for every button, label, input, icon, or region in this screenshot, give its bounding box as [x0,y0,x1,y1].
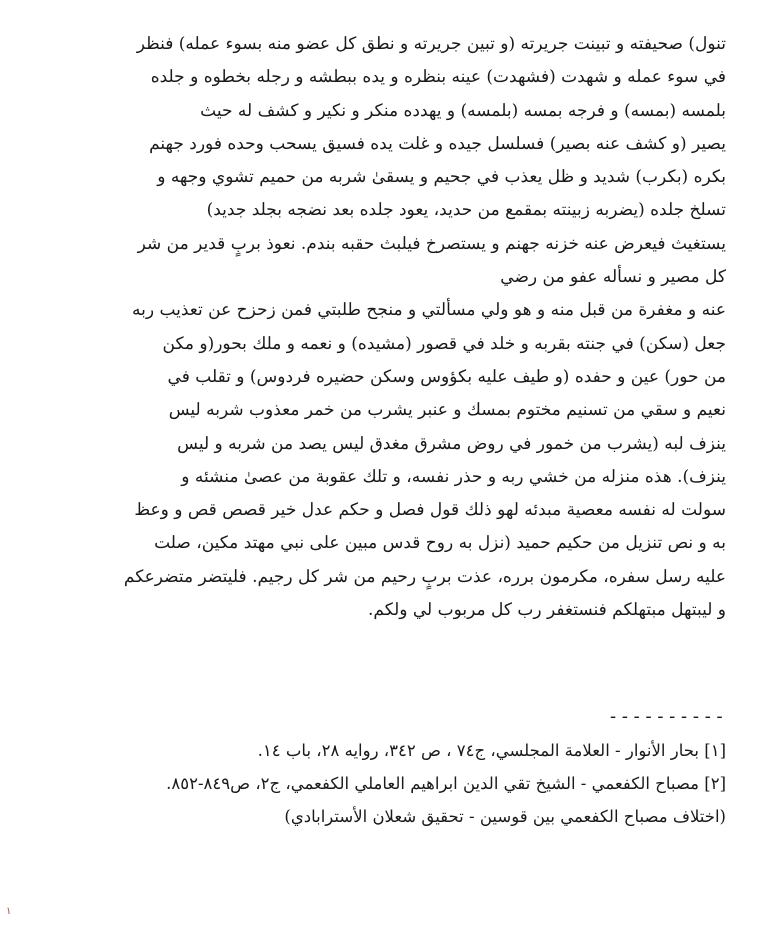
text-line-1: تنول) صحيفته و تبينت جريرته (و تبين جريرته و نطق كل عضو منه بسوء عمله) فنظر [136,34,726,54]
text-line-2: في سوء عمله و شهدت (فشهدت) عينه بنظره و يده ببطشه و رجله بخطوه و جلده [150,67,726,88]
text-line-6: تسلخ جلده (يضربه زبينته بمقمع من حديد، يعود جلده بعد نضجه بجلد جديد) [206,200,726,221]
footnote-note: (اختلاف مصباح الكفعمي بين قوسين - تحقيق شعلان الأسترابادي) [284,807,726,826]
text-line-17: عليه رسل سفره، مكرمون برره، عذت بربٍ رحيم من شر كل رجيم. فليتضر متضرعكم [123,566,726,587]
text-line-13: ينزف لبه (يشرب من خمور في روض مشرق مغدق ليس يصد من شربه و ليس [177,433,726,454]
text-line-5: بكره (بكرب) شديد و ظل يعذب في جحيم و يسقىٰ شربه من حميم تشوي وجهه و [157,167,726,188]
text-line-18: و ليبتهل مبتهلكم فنستغفر رب كل مربوب لي ولكم. [367,600,726,621]
footnote-2: [٢] مصباح الكفعمي - الشيخ تقي الدين ابراهيم العاملي الكفعمي، ج٢، ص٨٤٩-٨٥٢. [166,774,726,793]
text-line-3: بلمسه (بمسه) و فرجه بمسه (بلمسه) و يهدده منكر و نكير و كشف له حيث [200,100,726,121]
text-line-4: يصير (و كشف عنه بصير) فسلسل جيده و غلت يده فسيق يسحب وحده فورد جهنم [149,133,726,154]
text-line-14: ينزف). هذه منزله من خشي ربه و حذر نفسه، و تلك عقوبة من عصىٰ منشئه و [181,466,726,487]
footnote-1: [١] بحار الأنوار - العلامة المجلسي، ج٧٤ ، ص ٣٤٢، روايه ٢٨، باب ١٤. [257,741,726,760]
text-line-15: سولت له نفسه معصية مبدئه لهو ذلك قول فصل و حكم عدل خير قصص قص و وعظ [134,500,726,521]
text-line-7: يستغيث فيعرض عنه خزنه جهنم و يستصرخ فيلبث حقبه بندم. نعوذ بربٍ قدير من شر [137,233,726,254]
text-line-9: عنه و مغفرة من قبل منه و هو ولي مسألتي و منجح طلبتي فمن زحزح عن تعذيب ربه [132,300,726,321]
page-number: ١ [6,906,12,917]
footnotes [44,734,726,833]
text-line-16: به و نص تنزيل من حكيم حميد (نزل به روح قدس مبين على نبي مهتد مكين، صلت [154,533,726,554]
text-line-10: جعل (سكن) في جنته بقربه و خلد في قصور (مشيده) و نعمه و ملك بحور(و مكن [162,333,726,354]
text-line-12: نعيم و سقي من تسنيم مختوم بمسك و عنبر يشرب من خمر معذوب شربه ليس [168,400,726,421]
text-line-11: من حور) عين و حفده (و طيف عليه بكؤوس وسكن حضيره فردوس) و تقلب في [167,366,726,387]
main-text [44,28,726,627]
text-line-8: كل مصير و نسأله عفو من رضي [500,267,726,288]
footnote-separator: ---------- [607,706,726,727]
